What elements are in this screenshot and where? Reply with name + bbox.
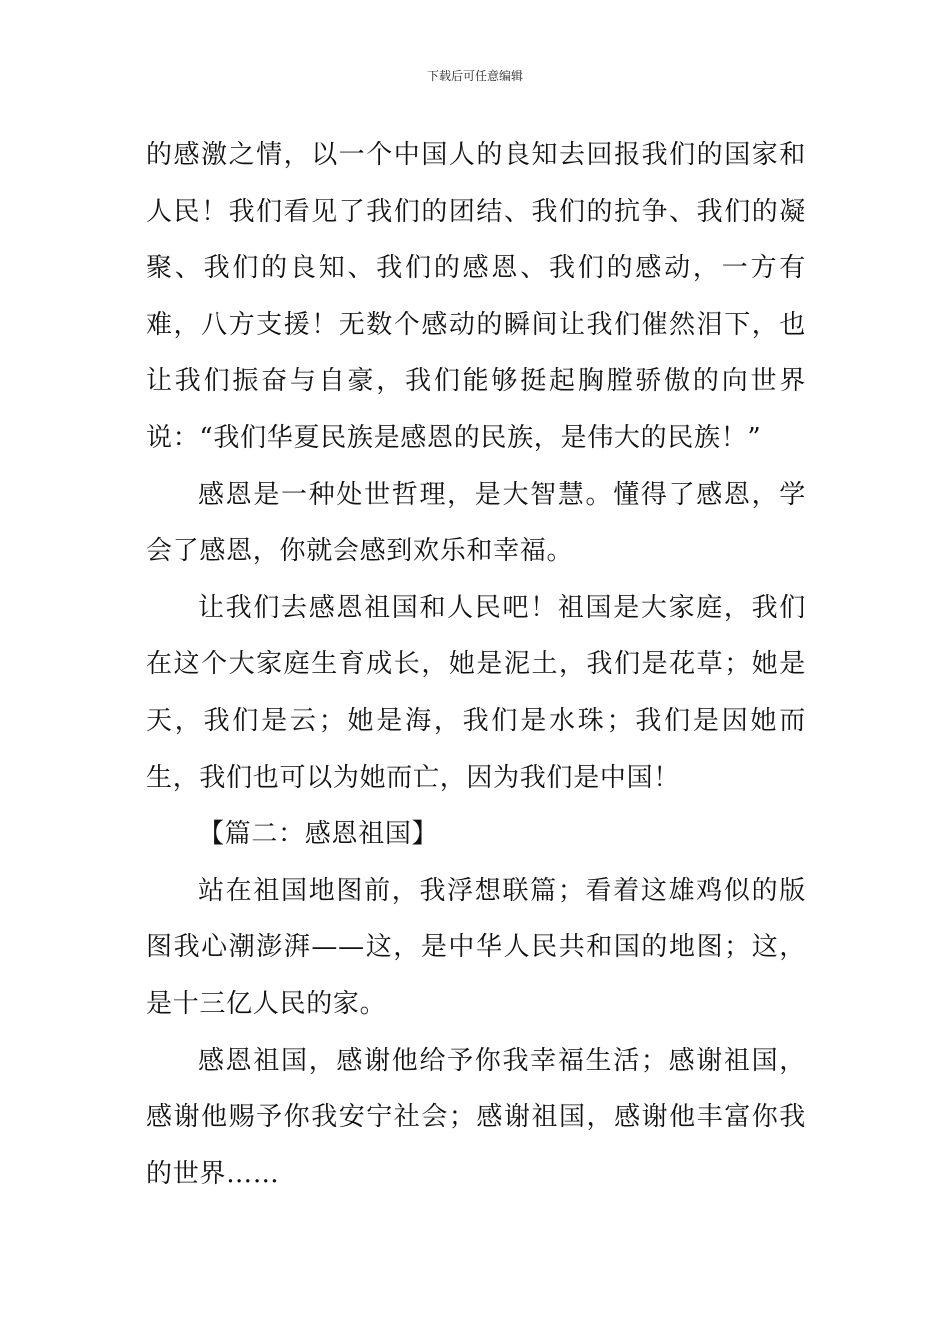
paragraph-map: 站在祖国地图前，我浮想联篇；看着这雄鸡似的版图我心潮澎湃——这，是中华人民共和国的地图；这，是十三亿人民的家。 [146, 875, 806, 1019]
paragraph-motherland-family: 让我们去感恩祖国和人民吧！祖国是大家庭，我们在这个大家庭生育成长，她是泥土，我们是花草；她是天，我们是云；她是海，我们是水珠；我们是因她而生，我们也可以为她而亡，因为我们是中国！ [146, 592, 806, 793]
paragraph-continuation: 的感激之情，以一个中国人的良知去回报我们的国家和人民！我们看见了我们的团结、我们的抗争、我们的凝聚、我们的良知、我们的感恩、我们的感动，一方有难，八方支援！无数个感动的瞬间让我们催然泪下，也让我们振奋与自豪，我们能够挺起胸膛骄傲的向世界说：“我们华夏民族是感恩的民族，是伟大的民族！” [146, 140, 806, 453]
document-body [146, 127, 806, 1202]
paragraph-thanks: 感恩祖国，感谢他给予你我幸福生活；感谢祖国，感谢他赐予你我安宁社会；感谢祖国，感谢他丰富你我的世界…… [146, 1045, 806, 1189]
section-heading: 【篇二：感恩祖国】 [198, 819, 439, 850]
paragraph-gratitude-philosophy: 感恩是一种处世哲理，是大智慧。懂得了感恩，学会了感恩，你就会感到欢乐和幸福。 [146, 479, 806, 567]
page-header: 下载后可任意编辑 [426, 69, 523, 83]
